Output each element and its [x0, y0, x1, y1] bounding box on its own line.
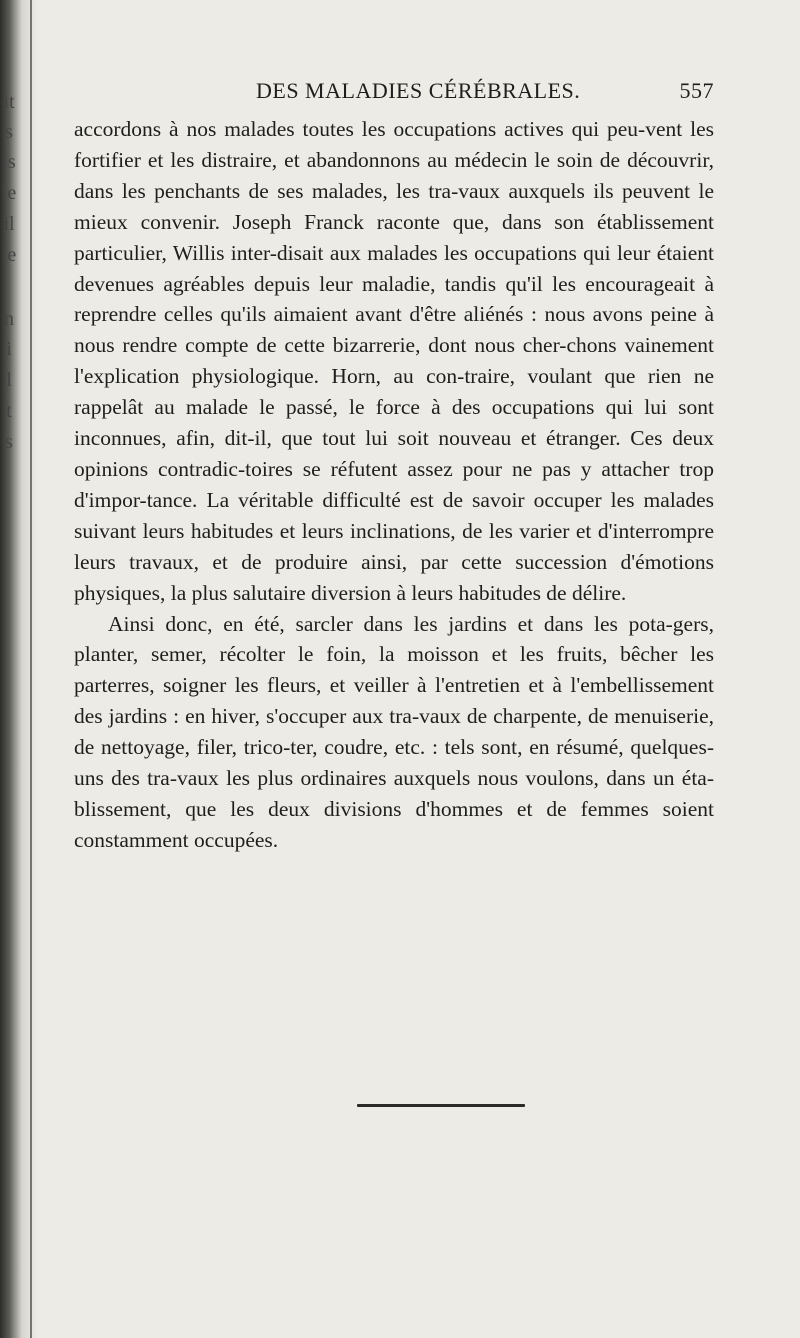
bleed-char: t	[6, 400, 12, 422]
running-head	[74, 78, 714, 114]
bleed-char: s	[5, 431, 13, 453]
bleed-char: s	[5, 121, 13, 143]
running-title: DES MALADIES CÉRÉBRALES.	[256, 78, 581, 103]
page-number: 557	[679, 78, 714, 103]
end-rule	[357, 1104, 525, 1107]
bleed-char: n	[4, 308, 14, 330]
bleed-char: l	[6, 369, 12, 391]
bleed-char: il	[3, 213, 15, 235]
bleed-char: le	[1, 182, 17, 204]
bleed-char: i	[6, 338, 12, 360]
paragraph-occupations: accordons à nos malades toutes les occupations actives qui peu-vent les fortifier et les distraire, et abandonnons au médecin le soin de découvrir, dans les penchants de ses malades, les tra-vaux auxquels ils peuvent le mieux convenir. Joseph Franck raconte que, dans son établissement particulier, Willis inter-disait aux malades les occupations qui leur étaient devenues agréables depuis leur maladie, tandis qu'il les encourageait à reprendre celles qu'ils aimaient avant d'être aliénés : nous avons peine à nous rendre compte de cette bizarrerie, dont nous cher-chons vainement l'explication physiologique. Horn, au con-traire, voulant que rien ne rappelât au malade le passé, le force à des occupations qui lui sont inconnues, afin, dit-il, que tout lui soit nouveau et étranger. Ces deux opinions contradic-toires se réfutent assez pour ne pas y attacher trop d'impor-tance. La véritable difficulté est de savoir occuper les malades suivant leurs habitudes et leurs inclinations, de les varier et d'interrompre leurs travaux, et de produire ainsi, par cette succession d'émotions physiques, la plus salutaire diversion à leurs habitudes de délire.	[74, 117, 714, 605]
bleed-char: it	[3, 91, 15, 113]
bleed-char: is	[2, 151, 16, 173]
book-page	[74, 78, 714, 856]
gutter-edge-line	[30, 0, 32, 1338]
bleed-char: le	[1, 244, 17, 266]
paragraph-seasonal-work: Ainsi donc, en été, sarcler dans les jardins et dans les pota-gers, planter, semer, récolter le foin, la moisson et les fruits, bêcher les parterres, soigner les fleurs, et veiller à l'entretien et à l'embellissement des jardins : en hiver, s'occuper aux tra-vaux de charpente, de menuiserie, de nettoyage, filer, trico-ter, coudre, etc. : tels sont, en résumé, quelques-uns des tra-vaux les plus ordinaires auxquels nous voulons, dans un éta-blissement, que les deux divisions d'hommes et de femmes soient constamment occupées.	[74, 611, 714, 852]
